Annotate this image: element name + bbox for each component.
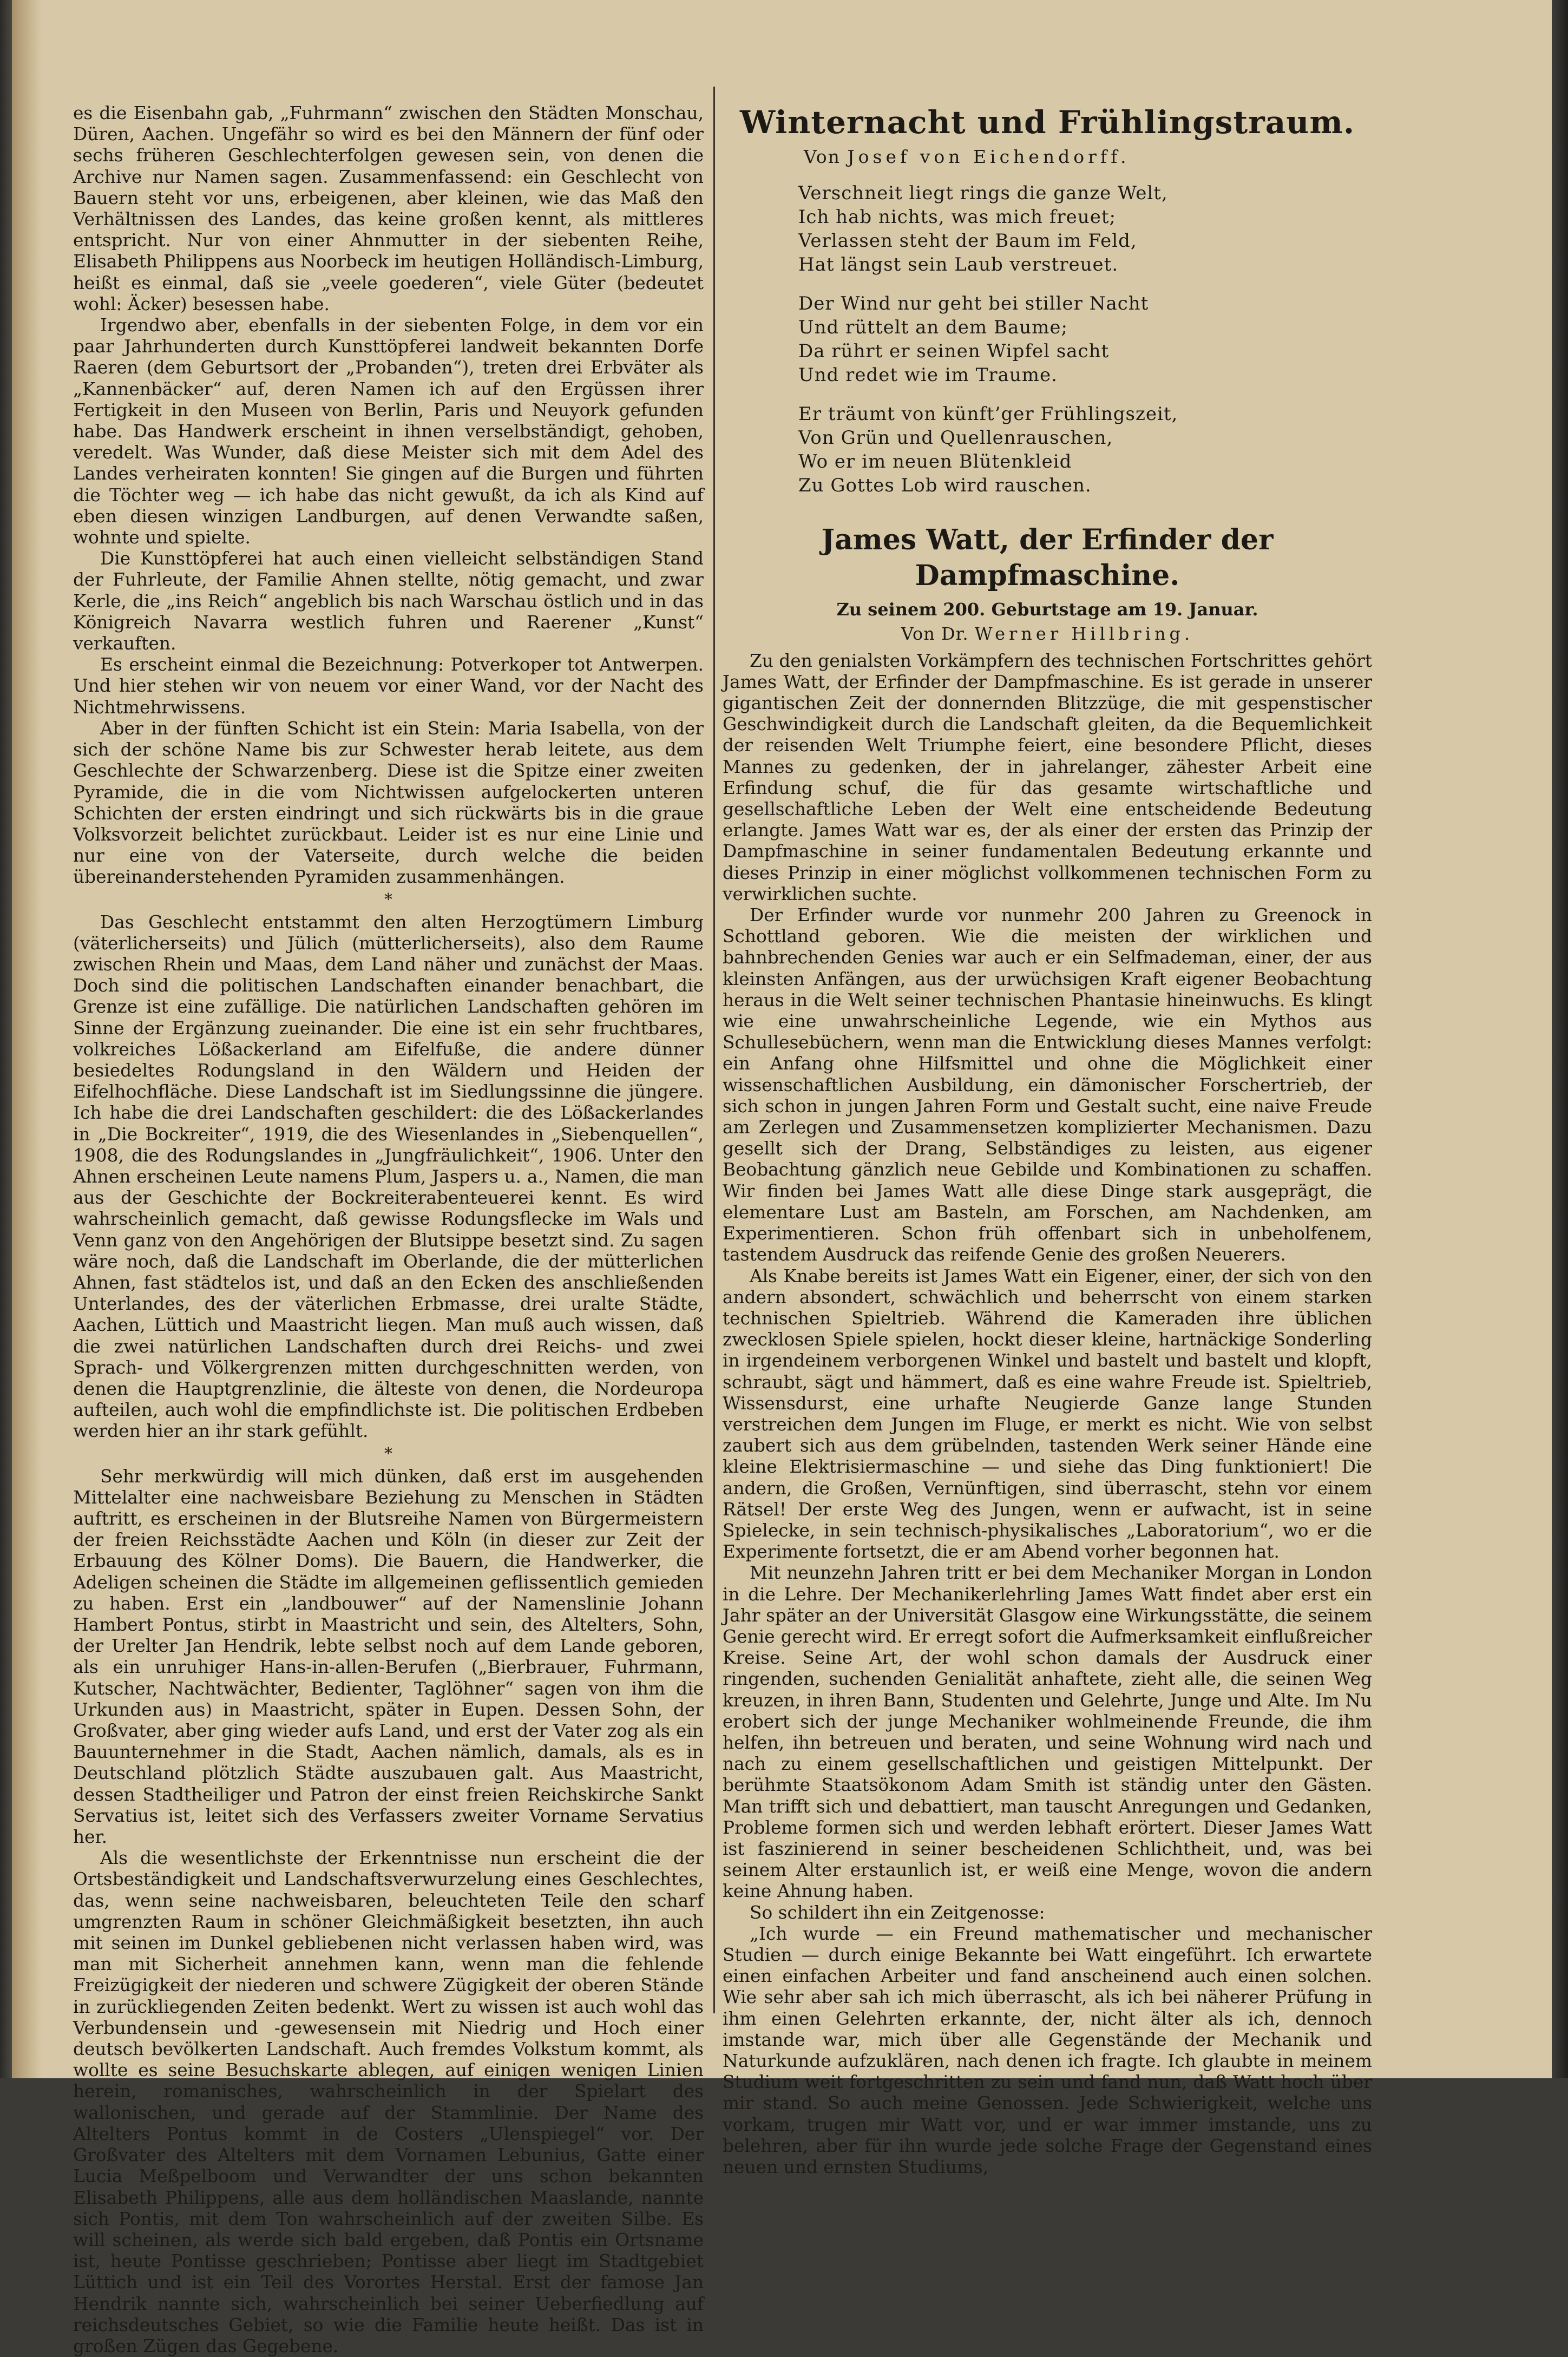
paragraph: Der Erfinder wurde vor nunmehr 200 Jahren zu Greenock in Schottland geboren. Wie die meisten der wirklichen und bahnbrechenden Genies war auch er ein Selfmademan, einer, der aus kleinsten Anfängen, aus der urwüchsigen Kraft eigener Beobachtung heraus in die Welt seiner technischen Phantasie hineinwuchs. Es klingt wie eine unwahrscheinliche Legende, wie ein Mythos aus Schullesebüchern, wenn man die Entwicklung dieses Mannes verfolgt: ein Anfang ohne Hilfsmittel und ohne die Möglichkeit einer wissenschaftlichen Ausbildung, ein dämonischer Forschertrieb, der sich schon in jungen Jahren Form und Gestalt sucht, eine naive Freude am Zerlegen und Zusammensetzen komplizierter Mechanismen. Dazu gesellt sich der Drang, Selbständiges zu leisten, aus eigener Beobachtung gänzlich neue Gebilde und Kombinationen zu schaffen. Wir finden bei James Watt alle diese Dinge stark ausgeprägt, die elementare Lust am Basteln, am Forschen, am Nachdenken, am Experimentieren. Schon früh offenbart sich in unbeholfenem, tastendem Ausdruck das reifende Genie des großen Neuerers. <box>723 905 1372 1265</box>
poem-line: Hat längst sein Laub verstreuet. <box>798 254 1119 276</box>
poem-stanza <box>798 181 1372 277</box>
left-column <box>73 103 704 2356</box>
poem-line: Von Grün und Quellenrauschen, <box>798 427 1113 449</box>
paragraph: So schildert ihn ein Zeitgenosse: <box>750 1902 1045 1923</box>
paragraph: Irgendwo aber, ebenfalls in der siebenten Folge, in dem vor ein paar Jahrhunderten durch Kunsttöpferei landweit bekannten Dorfe Raeren (dem Geburtsort der „Probanden“), treten drei Erbväter als „Kannenbäcker“ auf, deren Namen ich auf den Ergüssen ihrer Fertigkeit in den Museen von Berlin, Paris und Neuyork gefunden habe. Das Handwerk erscheint in ihnen verselbständigt, gehoben, veredelt. Was Wunder, daß diese Meister sich mit dem Adel des Landes verheiraten konnten! Sie gingen auf die Burgen und führten die Töchter weg — ich habe das nicht gewußt, da ich als Kind auf eben diesen winzigen Landburgen, auf denen Verwandte saßen, wohnte und spielte. <box>73 315 704 548</box>
paragraph: Mit neunzehn Jahren tritt er bei dem Mechaniker Morgan in London in die Lehre. Der Mechanikerlehrling James Watt findet aber erst ein Jahr später an der Universität Glasgow eine Wirkungsstätte, die seinem Genie gerecht wird. Er erregt sofort die Aufmerksamkeit einflußreicher Kreise. Seine Art, der wohl schon damals der Ausdruck einer ringenden, suchenden Genialität anhaftete, zieht alle, die seinen Weg kreuzen, in ihren Bann, Studenten und Gelehrte, Junge und Alte. Im Nu erobert sich der junge Mechaniker wohlmeinende Freunde, die ihm helfen, ihn betreuen und beraten, und seine Wohnung wird nach und nach zu einem gesellschaftlichen und geistigen Mittelpunkt. Der berühmte Staatsökonom Adam Smith ist ständig unter den Gästen. Man trifft sich und debattiert, man tauscht Anregungen und Gedanken, Probleme formen sich und werden lebhaft erörtert. Dieser James Watt ist faszinierend in seiner bescheidenen Schlichtheit, und, was bei seinem Alter erstaunlich ist, er weiß eine Menge, wovon die andern keine Ahnung haben. <box>723 1562 1372 1902</box>
right-column <box>723 103 1372 2178</box>
paragraph: Als Knabe bereits ist James Watt ein Eigener, einer, der sich von den andern absondert, schwächlich und beherrscht von einem starken technischen Spieltrieb. Während die Kameraden ihre üblichen zwecklosen Spiele spielen, hockt dieser kleine, hartnäckige Sonderling in irgendeinem verborgenen Winkel und bastelt und bastelt und klopft, schraubt, sägt und hämmert, daß es eine wahre Freude ist. Spieltrieb, Wissensdurst, eine urhafte Neugierde Ganze lange Stunden verstreichen dem Jungen im Fluge, er merkt es nicht. Wie von selbst zaubert sich aus dem grübelnden, tastenden Werk seiner Hände eine kleine Elektrisiermaschine — und siehe das Ding funktioniert! Die andern, die Großen, Vernünftigen, sind überrascht, stehn vor einem Rätsel! Der erste Weg des Jungen, wenn er aufwacht, ist in seine Spielecke, in sein technisch-physikalisches „Laboratorium“, wo er die Experimente fortsetzt, die er am Abend vorher begonnen hat. <box>723 1265 1372 1562</box>
poem-line: Der Wind nur geht bei stiller Nacht <box>798 293 1149 315</box>
poem-line: Verlassen steht der Baum im Feld, <box>798 230 1137 252</box>
paragraph: Das Geschlecht entstammt den alten Herzogtümern Limburg (väterlicherseits) und Jülich (mütterlicherseits), also dem Raume zwischen Rhein und Maas, dem Land näher und zunächst der Maas. Doch sind die politischen Landschaften einander benachbart, die Grenze ist eine zufällige. Die natürlichen Landschaften gehören im Sinne der Ergänzung zueinander. Die eine ist ein sehr fruchtbares, volkreiches Lößackerland am Eifelfuße, die andere dünner besiedeltes Rodungsland in den Wäldern und Heiden der Eifelhochfläche. Diese Landschaft ist im Siedlungssinne die jüngere. Ich habe die drei Landschaften geschildert: die des Lößackerlandes in „Die Bockreiter“, 1919, die des Wiesenlandes in „Siebenquellen“, 1908, die des Rodungslandes in „Jungfräulichkeit“, 1906. Unter den Ahnen erscheinen Leute namens Plum, Jaspers u. a., Namen, die man aus der Geschichte der Bockreiterabenteuerei kennt. Es wird wahrscheinlich gemacht, daß gewisse Rodungsflecke im Wals und Venn ganz von den Angehörigen der Blutsippe besetzt sind. Zu sagen wäre noch, daß die Landschaft im Oberlande, die der mütterlichen Ahnen, fast städtelos ist, und daß an den Ecken des anschließenden Unterlandes, des der väterlichen Erbmasse, drei uralte Städte, Aachen, Lüttich und Maastricht liegen. Man muß auch wissen, daß die zwei natürlichen Landschaften durch drei Reichs- und zwei Sprach- und Völkergrenzen mitten durchgeschnitten werden, von denen die Hauptgrenzlinie, die älteste von denen, die Nordeuropa aufteilen, auch wohl die empfindlichste ist. Die politischen Erdbeben werden hier an ihr stark gefühlt. <box>73 911 704 1442</box>
column-divider <box>713 87 715 2013</box>
paragraph: Es erscheint einmal die Bezeichnung: Potverkoper tot Antwerpen. Und hier stehen wir von neuem vor einer Wand, vor der Nacht des Nichtmehrwissens. <box>73 654 704 718</box>
poem-line: Verschneit liegt rings die ganze Welt, <box>798 182 1168 205</box>
scan-background-left <box>0 0 12 2078</box>
paragraph: Aber in der fünften Schicht ist ein Stein: Maria Isabella, von der sich der schöne Name bis zur Schwester herab leitete, aus dem Geschlechte der Schwarzenberg. Diese ist die Spitze einer zweiten Pyramide, die in die vom Nichtwissen aufgelockerten unteren Schichten der ersten eindringt und sich rückwärts bis in die graue Volksvorzeit belichtet zurückbaut. Leider ist es nur eine Linie und nur eine von der Vaterseite, durch welche die beiden übereinanderstehenden Pyramiden zusammenhängen. <box>73 718 704 888</box>
poem-line: Da rührt er seinen Wipfel sacht <box>798 340 1110 363</box>
poem-author: Josef von Eichendorff. <box>847 146 1130 167</box>
paragraph: Sehr merkwürdig will mich dünken, daß erst im ausgehenden Mittelalter eine nachweisbare Beziehung zu Menschen in Städten auftritt, es erscheinen in der Blutsreihe Namen von Bürgermeistern der freien Reichsstädte Aachen und Köln (in dieser zur Zeit der Erbauung des Kölner Doms). Die Bauern, die Handwerker, die Adeligen scheinen die Städte im allgemeinen geflissentlich gemieden zu haben. Erst ein „landbouwer“ auf der Namenslinie Johann Hambert Pontus, stirbt in Maastricht und sein, des Altelters, Sohn, der Urelter Jan Hendrik, lebte selbst noch auf dem Lande geboren, als ein unruhiger Hans-in-allen-Berufen („Bierbrauer, Fuhrmann, Kutscher, Nachtwächter, Bedienter, Taglöhner“ sagen von ihm die Urkunden aus) in Maastricht, später in Eupen. Dessen Sohn, der Großvater, aber ging wieder aufs Land, und erst der Vater zog als ein Bauunternehmer in die Stadt, Aachen nämlich, damals, als es in Deutschland plötzlich Städte auszubauen galt. Aus Maastricht, dessen Stadtheiliger und Patron der einst freien Reichskirche Sankt Servatius ist, leitet sich des Verfassers zweiter Vorname Servatius her. <box>73 1466 704 1848</box>
paragraph: es die Eisenbahn gab, „Fuhrmann“ zwischen den Städten Monschau, Düren, Aachen. Ungefähr so wird es bei den Männern der fünf oder sechs früheren Geschlechterfolgen gewesen sein, von denen die Archive nur Namen sagen. Zusammenfassend: ein Geschlecht von Bauern steht vor uns, erbeigenen, aber kleinen, wie das Maß den Verhältnissen des Landes, das keine großen kennt, als mittleres entspricht. Nur von einer Ahnmutter in der siebenten Reihe, Elisabeth Philippens aus Noorbeck im heutigen Holländisch-Limburg, heißt es einmal, daß sie „veele goederen“, viele Güter (bedeutet wohl: Äcker) besessen habe. <box>73 103 704 314</box>
article-subtitle: Zu seinem 200. Geburtstage am 19. Januar. <box>836 599 1258 620</box>
quote-paragraph: „Ich wurde — ein Freund mathematischer und mechanischer Studien — durch einige Bekannte bei Watt eingeführt. Ich erwartete einen einfachen Arbeiter und fand anscheinend auch einen solchen. Wie sehr aber sah ich mich überrascht, als ich bei näherer Prüfung in ihm einen Gelehrten erkannte, der, nicht älter als ich, dennoch imstande war, mich über alle Gegenstände der Mechanik und Naturkunde aufzuklären, nach denen ich fragte. Ich glaubte in meinem Studium weit fortgeschritten zu sein und fand nun, daß Watt hoch über mir stand. So auch meine Genossen. Jede Schwierigkeit, welche uns vorkam, trugen mir Watt vor, und er war immer imstande, uns zu belehren, aber für ihn wurde jede solche Frage der Gegenstand eines neuen und ernsten Studiums, <box>723 1923 1372 2178</box>
section-separator: * <box>384 890 392 909</box>
paragraph: Die Kunsttöpferei hat auch einen vielleicht selbständigen Stand der Fuhrleute, der Familie Ahnen stellte, nötig gemacht, und zwar Kerle, die „ins Reich“ angeblich bis nach Warschau östlich und in das Königreich Navarra westlich fuhren und Raerener „Kunst“ verkauften. <box>73 548 704 654</box>
byline-prefix: Von <box>804 146 841 167</box>
poem-byline <box>804 146 1372 167</box>
byline-prefix: Von Dr. <box>901 623 969 645</box>
scan-background-right <box>1552 0 1568 2078</box>
poem-line: Zu Gottes Lob wird rauschen. <box>798 475 1092 497</box>
section-separator: * <box>384 1444 392 1463</box>
poem-line: Wo er im neuen Blütenkleid <box>798 451 1072 473</box>
poem-stanza <box>798 402 1372 497</box>
paragraph: Zu den genialsten Vorkämpfern des technischen Fortschrittes gehört James Watt, der Erfinder der Dampfmaschine. Es ist gerade in unserer gigantischen Zeit der donnernden Blitzzüge, die mit gespenstischer Geschwindigkeit durch die Landschaft gleiten, da die Bequemlichkeit der reisenden Welt Triumphe feiert, eine besondere Pflicht, dieses Mannes zu gedenken, der in jahrelanger, zähester Arbeit eine Erfindung schuf, die für das gesamte wirtschaftliche und gesellschaftliche Leben der Welt eine entscheidende Bedeutung erlangte. James Watt war es, der als einer der ersten das Prinzip der Dampfmaschine in seiner fundamentalen Bedeutung erkannte und dieses Prinzip in einer möglichst vollkommenen technischen Form zu verwirklichen suchte. <box>723 650 1372 904</box>
article-byline <box>723 623 1372 645</box>
page-binding-edge <box>12 0 42 2078</box>
paragraph: Als die wesentlichste der Erkenntnisse nun erscheint die der Ortsbeständigkeit und Landschaftsverwurzelung eines Geschlechtes, das, wenn seine nachweisbaren, beleuchteten Teile den scharf umgrenzten Raum in schöner Gleichmäßigkeit besetzten, ihn auch mit seinen im Dunkel gebliebenen nicht verlassen haben wird, was man mit Sicherheit annehmen kann, wenn man die fehlende Freizügigkeit der niederen und schwere Zügigkeit der oberen Stände in zurückliegenden Zeiten bedenkt. Wert zu wissen ist auch wohl das Verbundensein und -gewesensein mit Niedrig und Hoch einer deutsch bevölkerten Landschaft. Auch fremdes Volkstum kommt, als wollte es seine Besuchskarte ablegen, auf einigen wenigen Linien herein, romanisches, wahrscheinlich in der Spielart des wallonischen, und gerade auf der Stammlinie. Der Name des Altelters Pontus kommt in de Costers „Ulenspiegel“ vor. Der Großvater des Altelters mit dem Vornamen Lebunius, Gatte einer Lucia Meßpelboom und Verwandter der uns schon bekannten Elisabeth Philippens, alle aus dem holländischen Maaslande, nannte sich Pontis, mit dem Ton wahrscheinlich auf der zweiten Silbe. Es will scheinen, als werde sich bald ergeben, daß Pontis ein Ortsname ist, heute Pontisse geschrieben; Pontisse aber liegt im Stadtgebiet Lüttich und ist ein Teil des Vorortes Herstal. Erst der famose Jan Hendrik nannte sich, wahrscheinlich bei seiner Ueberfiedlung auf reichsdeutsches Gebiet, so wie die Familie heute heißt. Das ist in großen Zügen das Gegebene. <box>73 1848 704 2356</box>
article-title: James Watt, der Erfinder der Dampfmaschine. <box>821 523 1274 593</box>
article-author: Werner Hillbring. <box>974 623 1194 645</box>
poem-line: Er träumt von künft’ger Frühlingszeit, <box>798 403 1178 425</box>
poem-stanza <box>798 292 1372 387</box>
poem-title: Winternacht und Frühlingstraum. <box>739 104 1355 141</box>
poem-line: Und rüttelt an dem Baume; <box>798 317 1068 339</box>
poem-line: Und redet wie im Traume. <box>798 364 1058 386</box>
poem-line: Ich hab nichts, was mich freuet; <box>798 206 1116 228</box>
